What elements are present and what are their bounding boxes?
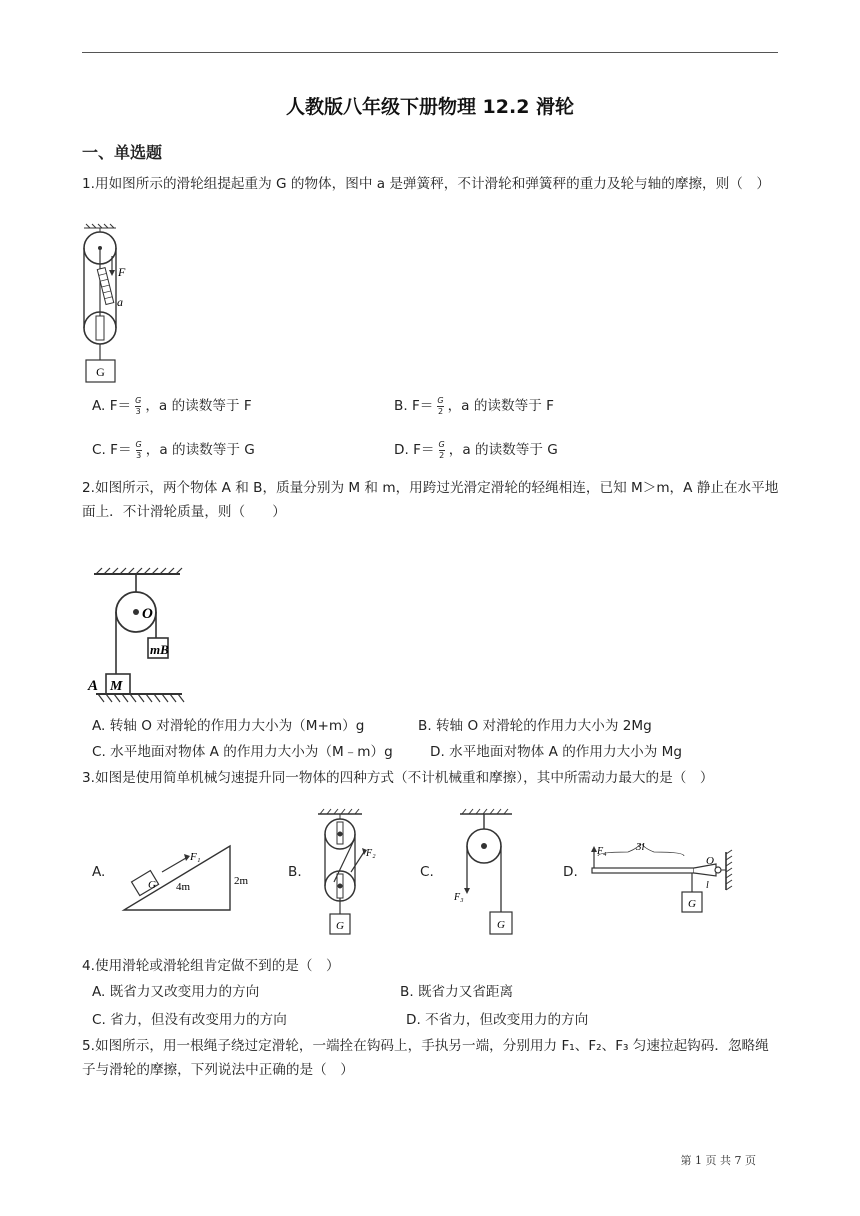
question-2-option-a[interactable]: A. 转轴 O 对滑轮的作用力大小为（M+m）g (92, 718, 365, 734)
block-a-label: A (88, 678, 99, 694)
question-3-option-b[interactable]: B. (288, 864, 302, 880)
question-2-option-d[interactable]: D. 水平地面对物体 A 的作用力大小为 Mg (430, 744, 683, 760)
question-1-figure (82, 224, 136, 386)
page-title: 人教版八年级下册物理 12.2 滑轮 (285, 96, 575, 118)
weight-block (86, 360, 115, 382)
lever-pivot-label: O (706, 855, 714, 867)
slope-height-label: 2m (234, 875, 249, 887)
question-3-figure-d (588, 838, 738, 916)
weight-label: G (96, 365, 105, 379)
section-heading: 一、单选题 (82, 143, 163, 162)
slope-force-label: F₁ (190, 851, 201, 863)
scale-label: a (117, 295, 123, 309)
lever-short-arm-label: l (706, 880, 709, 891)
question-1-text: 1.用如图所示的滑轮组提起重为 G 的物体，图中 a 是弹簧秤，不计滑轮和弹簧秤的重力及轮与轴的摩擦，则（ ） (82, 176, 771, 192)
question-4-option-b[interactable]: B. 既省力又省距离 (400, 984, 514, 1000)
pulley-b-force-label: F₂ (366, 848, 376, 859)
question-2-text: 2.如图所示，两个物体 A 和 B，质量分别为 M 和 m，用跨过光滑定滑轮的轻绳相连，已知 M＞m，A 静止在水平地面上．不计滑轮质量，则（ ） (82, 480, 779, 520)
slope-weight-label: G (148, 879, 156, 891)
ceiling-hatch (84, 224, 116, 228)
question-4-option-a[interactable]: A. 既省力又改变用力的方向 (92, 984, 260, 1000)
lever-force-label: F₄ (597, 846, 607, 857)
slope-force-arrow (162, 854, 190, 872)
question-3-option-c[interactable]: C. (420, 864, 434, 880)
question-1-option-b[interactable]: B. F＝ $\frac{G}{2}$ ，a 的读数等于 F (394, 395, 554, 416)
question-3-option-a[interactable]: A. (92, 864, 106, 880)
question-5-text: 5.如图所示，用一根绳子绕过定滑轮，一端拴在钩码上，手执另一端，分别用力 F₁、F₂、F₃ 匀速拉起钩码．忽略绳子与滑轮的摩擦，下列说法中正确的是（ ） (82, 1038, 769, 1078)
header-rule (82, 52, 778, 53)
pulley-b-weight-label: G (336, 920, 344, 932)
question-4-option-d[interactable]: D. 不省力，但改变用力的方向 (406, 1012, 589, 1028)
pulley-c-force-label: F₃ (454, 892, 464, 903)
page-footer: 第 1 页 共 7 页 (680, 1154, 756, 1167)
ceiling-hatch (94, 568, 182, 574)
ground-hatch (96, 694, 184, 702)
lever-long-arm-label: 3l (636, 841, 645, 853)
slope-length-label: 4m (176, 881, 191, 893)
question-1-option-a[interactable]: A. F＝ $\frac{G}{3}$ ，a 的读数等于 F (92, 395, 252, 416)
question-3-option-d[interactable]: D. (563, 864, 578, 880)
question-3-text: 3.如图是使用简单机械匀速提升同一物体的四种方式（不计机械重和摩擦），其中所需动力最大的是（ ） (82, 770, 714, 786)
force-arrow-b (351, 848, 367, 872)
question-1-option-d[interactable]: D. F＝ $\frac{G}{2}$ ，a 的读数等于 G (394, 439, 558, 460)
question-2-option-c[interactable]: C. 水平地面对物体 A 的作用力大小为（M﹣m）g (92, 744, 393, 760)
pulley-c-weight-label: G (497, 919, 505, 931)
block-b (148, 638, 169, 658)
force-label: F (118, 265, 126, 279)
axis-label: O (142, 606, 153, 622)
question-1-option-c[interactable]: C. F＝ $\frac{G}{3}$ ，a 的读数等于 G (92, 439, 255, 460)
block-a (106, 674, 130, 694)
question-2-figure (84, 566, 188, 708)
question-2-option-b[interactable]: B. 转轴 O 对滑轮的作用力大小为 2Mg (418, 718, 652, 734)
question-3-figure-a (120, 840, 254, 912)
lever-weight-label: G (688, 898, 696, 910)
question-3-figure-b (310, 808, 374, 938)
block-b-label: mB (150, 642, 169, 657)
question-3-figure-c (444, 808, 520, 938)
question-4-text: 4.使用滑轮或滑轮组肯定做不到的是（ ） (82, 958, 340, 974)
question-4-option-c[interactable]: C. 省力，但没有改变用力的方向 (92, 1012, 287, 1028)
block-a-mass-label: M (110, 679, 123, 694)
